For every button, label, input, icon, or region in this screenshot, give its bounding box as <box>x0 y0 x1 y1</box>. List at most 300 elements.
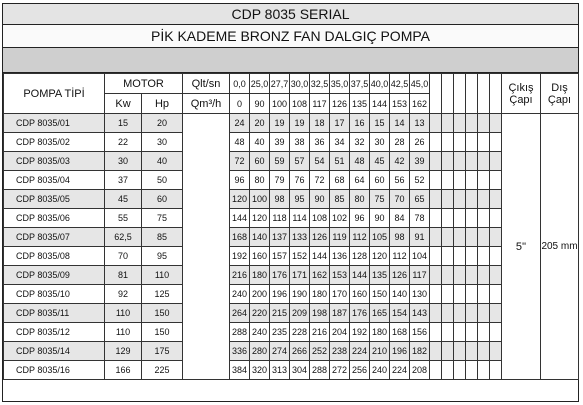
head-value-cell: 220 <box>250 304 270 323</box>
head-value-cell: 192 <box>350 323 370 342</box>
head-value-cell: 16 <box>350 114 370 133</box>
header-dis-line1: Dış <box>551 81 568 94</box>
hp-cell: 125 <box>142 285 183 304</box>
blank-cell <box>430 304 442 323</box>
kw-cell: 55 <box>105 209 142 228</box>
head-value-cell: 288 <box>230 323 250 342</box>
flow-m3-9: 162 <box>410 94 430 114</box>
head-value-cell: 59 <box>270 152 290 171</box>
outer-diameter: 205 mm <box>541 114 579 380</box>
head-value-cell: 70 <box>390 190 410 209</box>
blank-cell <box>454 152 466 171</box>
model-cell: CDP 8035/04 <box>4 171 105 190</box>
hp-cell: 150 <box>142 304 183 323</box>
table-row <box>4 152 579 171</box>
head-value-cell: 208 <box>410 361 430 380</box>
head-value-cell: 68 <box>330 171 350 190</box>
head-value-cell: 40 <box>250 133 270 152</box>
head-value-cell: 36 <box>310 133 330 152</box>
table-row <box>4 114 579 133</box>
head-value-cell: 215 <box>270 304 290 323</box>
head-value-cell: 196 <box>270 285 290 304</box>
head-value-cell: 64 <box>350 171 370 190</box>
flow-m3-2: 100 <box>270 94 290 114</box>
blank-cell <box>490 266 502 285</box>
head-value-cell: 19 <box>290 114 310 133</box>
blank-cell <box>466 228 478 247</box>
model-cell: CDP 8035/08 <box>4 247 105 266</box>
head-value-cell: 13 <box>410 114 430 133</box>
head-value-cell: 272 <box>330 361 350 380</box>
header-motor: MOTOR <box>105 74 183 94</box>
kw-cell: 22 <box>105 133 142 152</box>
head-value-cell: 144 <box>230 209 250 228</box>
blank-cell <box>478 228 490 247</box>
head-value-cell: 52 <box>410 171 430 190</box>
flow-lt-6: 37,5 <box>350 74 370 94</box>
table-row <box>4 171 579 190</box>
blank-cell <box>442 247 454 266</box>
flow-lt-8: 42,5 <box>390 74 410 94</box>
head-value-cell: 90 <box>370 209 390 228</box>
head-value-cell: 108 <box>310 209 330 228</box>
head-value-cell: 24 <box>230 114 250 133</box>
blank-cell <box>454 323 466 342</box>
header-dis-capi <box>541 74 579 114</box>
head-value-cell: 95 <box>290 190 310 209</box>
head-value-cell: 170 <box>330 285 350 304</box>
head-value-cell: 39 <box>410 152 430 171</box>
head-value-cell: 160 <box>350 285 370 304</box>
head-value-cell: 238 <box>330 342 350 361</box>
head-value-cell: 198 <box>310 304 330 323</box>
hp-cell: 50 <box>142 171 183 190</box>
blank-cell <box>442 323 454 342</box>
head-value-cell: 224 <box>390 361 410 380</box>
kw-cell: 62,5 <box>105 228 142 247</box>
kw-cell: 37 <box>105 171 142 190</box>
blank-cell <box>430 152 442 171</box>
hp-cell: 95 <box>142 247 183 266</box>
head-value-cell: 288 <box>310 361 330 380</box>
head-value-cell: 152 <box>290 247 310 266</box>
head-value-cell: 18 <box>310 114 330 133</box>
head-value-cell: 54 <box>310 152 330 171</box>
head-value-cell: 216 <box>310 323 330 342</box>
header-dis-line2: Çapı <box>547 93 572 106</box>
head-value-cell: 39 <box>270 133 290 152</box>
blank-cell <box>490 304 502 323</box>
blank-cell <box>430 361 442 380</box>
flow-lt-7: 40,0 <box>370 74 390 94</box>
head-value-cell: 80 <box>350 190 370 209</box>
blank-cell <box>454 114 466 133</box>
blank-cell <box>478 361 490 380</box>
header-cikis-line2: Çapı <box>509 93 533 106</box>
flow-lt-5: 35,0 <box>330 74 350 94</box>
head-value-cell: 200 <box>250 285 270 304</box>
blank-col-4 <box>466 74 478 114</box>
head-value-cell: 252 <box>310 342 330 361</box>
blank-cell <box>466 152 478 171</box>
hp-cell: 225 <box>142 361 183 380</box>
blank-cell <box>490 342 502 361</box>
head-value-cell: 14 <box>390 114 410 133</box>
head-value-cell: 72 <box>230 152 250 171</box>
head-value-cell: 51 <box>330 152 350 171</box>
blank-cell <box>442 190 454 209</box>
head-value-cell: 266 <box>290 342 310 361</box>
blank-cell <box>430 323 442 342</box>
blank-cell <box>478 209 490 228</box>
blank-cell <box>442 209 454 228</box>
head-value-cell: 168 <box>390 323 410 342</box>
head-value-cell: 34 <box>330 133 350 152</box>
head-value-cell: 136 <box>330 247 350 266</box>
head-value-cell: 48 <box>230 133 250 152</box>
head-value-cell: 216 <box>230 266 250 285</box>
blank-cell <box>478 323 490 342</box>
head-value-cell: 180 <box>250 266 270 285</box>
blank-cell <box>454 285 466 304</box>
pump-spec-sheet <box>2 3 579 402</box>
blank-col-1 <box>430 74 442 114</box>
blank-cell <box>430 342 442 361</box>
head-value-cell: 120 <box>370 247 390 266</box>
blank-cell <box>490 190 502 209</box>
blank-cell <box>478 304 490 323</box>
header-pompa-tipi: POMPA TİPİ <box>4 74 105 114</box>
table-row <box>4 342 579 361</box>
head-value-cell: 80 <box>250 171 270 190</box>
head-value-cell: 180 <box>370 323 390 342</box>
model-cell: CDP 8035/14 <box>4 342 105 361</box>
head-value-cell: 119 <box>330 228 350 247</box>
head-value-cell: 126 <box>390 266 410 285</box>
model-cell: CDP 8035/06 <box>4 209 105 228</box>
blank-cell <box>466 190 478 209</box>
head-value-cell: 336 <box>230 342 250 361</box>
table-row <box>4 266 579 285</box>
blank-cell <box>430 209 442 228</box>
blank-cell <box>430 190 442 209</box>
blank-cell <box>454 342 466 361</box>
blank-cell <box>490 152 502 171</box>
head-value-cell: 135 <box>370 266 390 285</box>
flow-lt-1: 25,0 <box>250 74 270 94</box>
blank-cell <box>466 171 478 190</box>
head-value-cell: 105 <box>370 228 390 247</box>
blank-cell <box>490 285 502 304</box>
blank-cell <box>454 266 466 285</box>
kw-cell: 15 <box>105 114 142 133</box>
hp-cell: 110 <box>142 266 183 285</box>
blank-cell <box>490 171 502 190</box>
page-title: CDP 8035 SERIAL <box>3 4 578 25</box>
head-value-cell: 56 <box>390 171 410 190</box>
header-qm3: Qm³/h <box>183 94 230 114</box>
kw-cell: 81 <box>105 266 142 285</box>
head-value-cell: 313 <box>270 361 290 380</box>
head-value-cell: 117 <box>410 266 430 285</box>
flow-m3-6: 135 <box>350 94 370 114</box>
flow-m3-1: 90 <box>250 94 270 114</box>
table-row <box>4 190 579 209</box>
head-value-cell: 162 <box>310 266 330 285</box>
blank-cell <box>490 133 502 152</box>
blank-col-6 <box>490 74 502 114</box>
head-value-cell: 280 <box>250 342 270 361</box>
hp-cell: 85 <box>142 228 183 247</box>
kw-cell: 166 <box>105 361 142 380</box>
head-value-cell: 320 <box>250 361 270 380</box>
blank-cell <box>442 133 454 152</box>
kw-cell: 70 <box>105 247 142 266</box>
kw-cell: 110 <box>105 304 142 323</box>
flow-lt-2: 27,7 <box>270 74 290 94</box>
head-value-cell: 176 <box>350 304 370 323</box>
head-value-cell: 190 <box>290 285 310 304</box>
head-value-cell: 196 <box>390 342 410 361</box>
blank-cell <box>478 247 490 266</box>
header-row-1 <box>4 74 579 94</box>
model-cell: CDP 8035/11 <box>4 304 105 323</box>
blank-cell <box>466 266 478 285</box>
header-kw: Kw <box>105 94 142 114</box>
head-value-cell: 45 <box>370 152 390 171</box>
blank-cell <box>454 228 466 247</box>
blank-cell <box>466 323 478 342</box>
blank-cell <box>430 285 442 304</box>
head-value-cell: 192 <box>230 247 250 266</box>
kw-cell: 129 <box>105 342 142 361</box>
blank-cell <box>478 133 490 152</box>
blank-cell <box>478 285 490 304</box>
model-cell: CDP 8035/03 <box>4 152 105 171</box>
head-value-cell: 256 <box>350 361 370 380</box>
table-row <box>4 323 579 342</box>
flow-lt-9: 45,0 <box>410 74 430 94</box>
head-value-cell: 76 <box>290 171 310 190</box>
blank-cell <box>466 285 478 304</box>
blank-cell <box>454 304 466 323</box>
hp-cell: 150 <box>142 323 183 342</box>
head-value-cell: 17 <box>330 114 350 133</box>
blank-cell <box>454 247 466 266</box>
flow-m3-8: 153 <box>390 94 410 114</box>
kw-cell: 30 <box>105 152 142 171</box>
blank-cell <box>490 228 502 247</box>
blank-cell <box>466 209 478 228</box>
blank-cell <box>454 190 466 209</box>
head-value-cell: 104 <box>410 247 430 266</box>
head-value-cell: 48 <box>350 152 370 171</box>
table-row <box>4 209 579 228</box>
header-cikis-line1: Çıkış <box>508 81 534 94</box>
blank-cell <box>430 171 442 190</box>
head-value-cell: 78 <box>410 209 430 228</box>
head-value-cell: 112 <box>350 228 370 247</box>
head-value-cell: 65 <box>410 190 430 209</box>
blank-cell <box>466 247 478 266</box>
head-value-cell: 120 <box>230 190 250 209</box>
blank-cell <box>442 285 454 304</box>
head-axis-label <box>183 114 230 380</box>
flow-lt-0: 0,0 <box>230 74 250 94</box>
head-value-cell: 210 <box>370 342 390 361</box>
blank-cell <box>442 361 454 380</box>
model-cell: CDP 8035/16 <box>4 361 105 380</box>
head-value-cell: 240 <box>250 323 270 342</box>
blank-cell <box>478 266 490 285</box>
head-value-cell: 112 <box>390 247 410 266</box>
head-value-cell: 91 <box>410 228 430 247</box>
blank-cell <box>454 361 466 380</box>
model-cell: CDP 8035/01 <box>4 114 105 133</box>
head-value-cell: 19 <box>270 114 290 133</box>
head-value-cell: 126 <box>310 228 330 247</box>
head-value-cell: 165 <box>370 304 390 323</box>
head-value-cell: 235 <box>270 323 290 342</box>
table-row <box>4 285 579 304</box>
flow-m3-3: 108 <box>290 94 310 114</box>
head-value-cell: 102 <box>330 209 350 228</box>
head-value-cell: 20 <box>250 114 270 133</box>
head-value-cell: 15 <box>370 114 390 133</box>
blank-cell <box>442 342 454 361</box>
head-value-cell: 26 <box>410 133 430 152</box>
head-value-cell: 128 <box>350 247 370 266</box>
head-value-cell: 143 <box>410 304 430 323</box>
head-value-cell: 130 <box>410 285 430 304</box>
blank-col-2 <box>442 74 454 114</box>
header-spacer-band <box>3 48 578 73</box>
kw-cell: 92 <box>105 285 142 304</box>
head-value-cell: 60 <box>370 171 390 190</box>
head-value-cell: 96 <box>350 209 370 228</box>
head-value-cell: 384 <box>230 361 250 380</box>
head-value-cell: 30 <box>370 133 390 152</box>
head-value-cell: 150 <box>370 285 390 304</box>
head-value-cell: 28 <box>390 133 410 152</box>
hp-cell: 30 <box>142 133 183 152</box>
model-cell: CDP 8035/10 <box>4 285 105 304</box>
head-value-cell: 182 <box>410 342 430 361</box>
head-value-cell: 85 <box>330 190 350 209</box>
blank-cell <box>442 171 454 190</box>
head-value-cell: 176 <box>270 266 290 285</box>
blank-cell <box>478 152 490 171</box>
blank-cell <box>442 228 454 247</box>
blank-cell <box>478 342 490 361</box>
head-value-cell: 100 <box>250 190 270 209</box>
head-value-cell: 75 <box>370 190 390 209</box>
head-value-cell: 304 <box>290 361 310 380</box>
head-value-cell: 224 <box>350 342 370 361</box>
flow-m3-7: 144 <box>370 94 390 114</box>
head-value-cell: 160 <box>250 247 270 266</box>
table-row <box>4 228 579 247</box>
head-value-cell: 140 <box>390 285 410 304</box>
blank-cell <box>454 171 466 190</box>
hp-cell: 75 <box>142 209 183 228</box>
blank-cell <box>442 152 454 171</box>
blank-cell <box>430 133 442 152</box>
head-value-cell: 137 <box>270 228 290 247</box>
head-value-cell: 57 <box>290 152 310 171</box>
head-value-cell: 72 <box>310 171 330 190</box>
blank-cell <box>490 323 502 342</box>
blank-cell <box>490 114 502 133</box>
hp-cell: 175 <box>142 342 183 361</box>
blank-cell <box>430 247 442 266</box>
head-value-cell: 84 <box>390 209 410 228</box>
head-value-cell: 264 <box>230 304 250 323</box>
head-value-cell: 180 <box>310 285 330 304</box>
head-value-cell: 133 <box>290 228 310 247</box>
header-cikis-capi <box>502 74 541 114</box>
head-value-cell: 153 <box>330 266 350 285</box>
blank-cell <box>430 114 442 133</box>
head-value-cell: 209 <box>290 304 310 323</box>
model-cell: CDP 8035/12 <box>4 323 105 342</box>
blank-cell <box>466 342 478 361</box>
blank-cell <box>466 304 478 323</box>
head-value-cell: 168 <box>230 228 250 247</box>
head-value-cell: 98 <box>390 228 410 247</box>
head-value-cell: 118 <box>270 209 290 228</box>
header-qlt: Qlt/sn <box>183 74 230 94</box>
kw-cell: 45 <box>105 190 142 209</box>
hp-cell: 40 <box>142 152 183 171</box>
head-value-cell: 42 <box>390 152 410 171</box>
table-row <box>4 361 579 380</box>
page-subtitle: PİK KADEME BRONZ FAN DALGIÇ POMPA <box>3 25 578 48</box>
head-value-cell: 90 <box>310 190 330 209</box>
head-value-cell: 120 <box>250 209 270 228</box>
blank-cell <box>442 114 454 133</box>
flow-m3-0: 0 <box>230 94 250 114</box>
flow-lt-3: 30,0 <box>290 74 310 94</box>
head-value-cell: 228 <box>290 323 310 342</box>
blank-cell <box>430 266 442 285</box>
hp-cell: 20 <box>142 114 183 133</box>
model-cell: CDP 8035/09 <box>4 266 105 285</box>
blank-cell <box>478 114 490 133</box>
blank-col-3 <box>454 74 466 114</box>
model-cell: CDP 8035/07 <box>4 228 105 247</box>
head-value-cell: 38 <box>290 133 310 152</box>
header-hp: Hp <box>142 94 183 114</box>
table-row <box>4 304 579 323</box>
head-value-cell: 79 <box>270 171 290 190</box>
blank-cell <box>478 190 490 209</box>
blank-cell <box>490 361 502 380</box>
kw-cell: 110 <box>105 323 142 342</box>
head-value-cell: 171 <box>290 266 310 285</box>
blank-cell <box>430 228 442 247</box>
hp-cell: 60 <box>142 190 183 209</box>
model-cell: CDP 8035/05 <box>4 190 105 209</box>
blank-cell <box>442 304 454 323</box>
head-value-cell: 144 <box>350 266 370 285</box>
blank-cell <box>466 133 478 152</box>
blank-cell <box>466 361 478 380</box>
blank-cell <box>454 209 466 228</box>
head-value-cell: 240 <box>370 361 390 380</box>
flow-m3-4: 117 <box>310 94 330 114</box>
blank-cell <box>442 266 454 285</box>
